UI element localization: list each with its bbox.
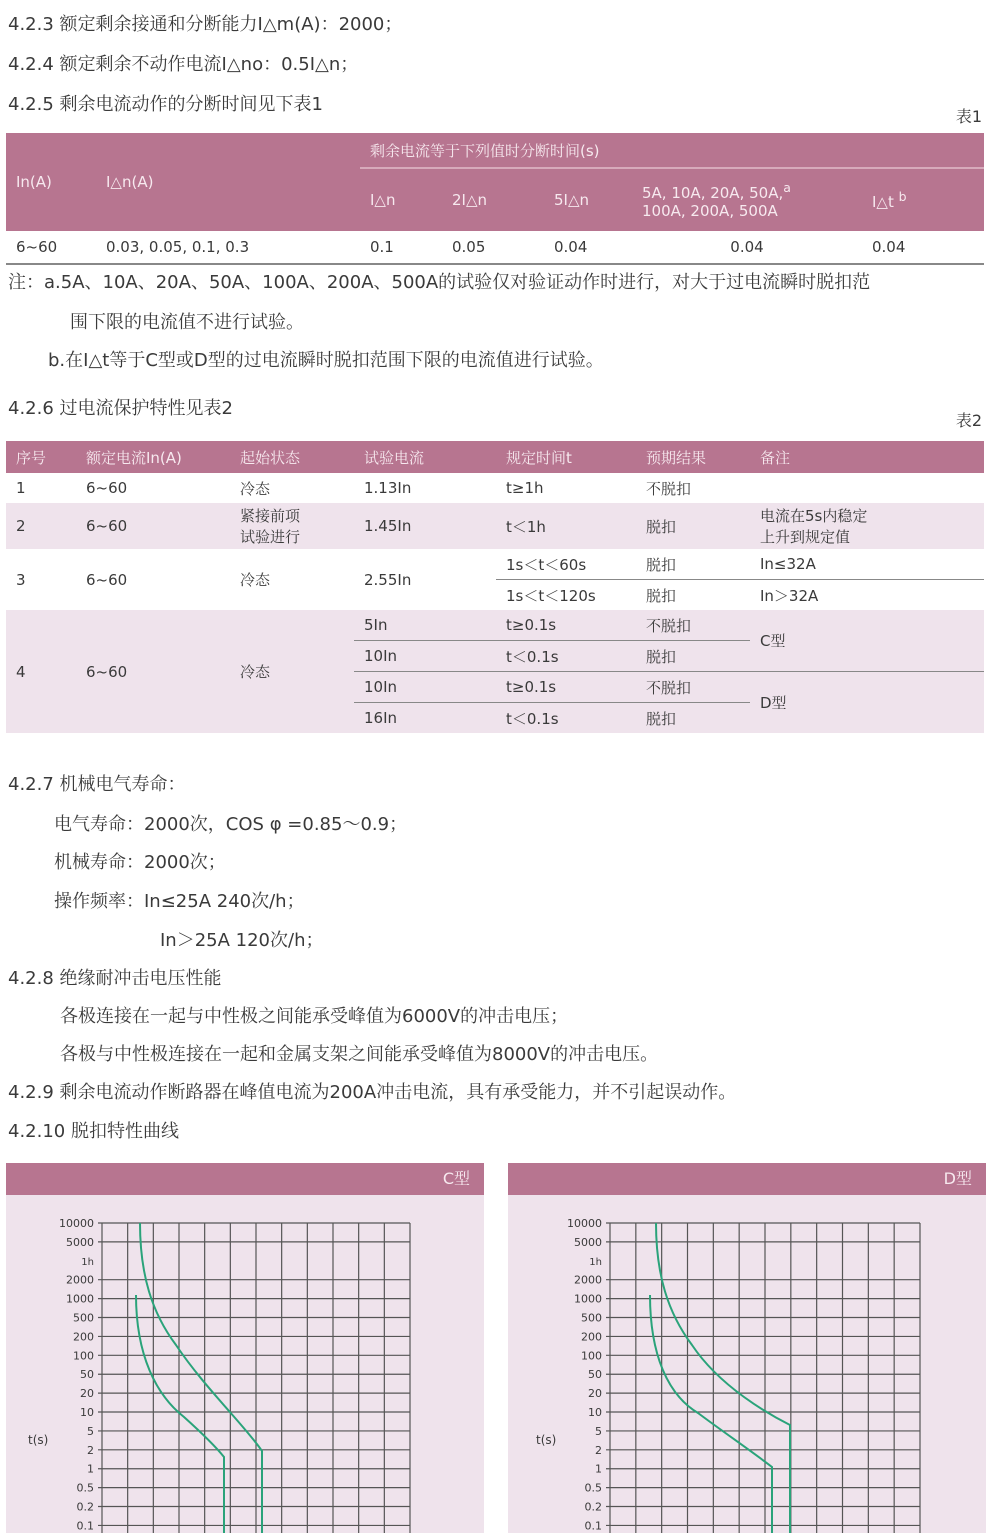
section-4-2-3: 4.2.3 额定剩余接通和分断能力I△m(A)：2000； bbox=[8, 14, 403, 35]
y-tick-label: 200 bbox=[73, 1330, 94, 1344]
t2-row-3a: 3 6~60 冷态 2.55In 1s＜t＜60s 脱扣 In≤32A bbox=[6, 549, 984, 580]
t1-h-idn: I△n(A) bbox=[106, 173, 154, 191]
y-tick-label: 10 bbox=[80, 1406, 94, 1420]
section-4-2-5: 4.2.5 剩余电流动作的分断时间见下表1 bbox=[8, 94, 323, 115]
y-tick-label: 0.2 bbox=[76, 1500, 94, 1514]
y-tick-label: 2 bbox=[595, 1443, 602, 1457]
c-type-chart-title: C型 bbox=[6, 1163, 484, 1195]
y-tick-label: 1 bbox=[595, 1462, 602, 1476]
note-a: 注：a.5A、10A、20A、50A、100A、200A、500A的试验仅对验证动作时进行，对大于过电流瞬时脱扣范 bbox=[8, 272, 871, 293]
impulse-voltage-a: 各极连接在一起与中性极之间能承受峰值为6000V的冲击电压； bbox=[60, 1006, 569, 1027]
t2-row-3b: 1s＜t＜120s 脱扣 In＞32A bbox=[506, 586, 819, 605]
y-tick-label: 100 bbox=[581, 1349, 602, 1363]
y-tick-label: 20 bbox=[588, 1387, 602, 1401]
d-ylabel: t(s) bbox=[536, 1433, 557, 1447]
section-4-2-10: 4.2.10 脱扣特性曲线 bbox=[8, 1121, 179, 1142]
t1-h-c5: I△t $^b$ bbox=[872, 189, 907, 211]
y-tick-label: 10 bbox=[588, 1406, 602, 1420]
y-tick-label: 5000 bbox=[66, 1235, 94, 1249]
y-tick-label: 2000 bbox=[66, 1273, 94, 1287]
y-tick-label: 0.1 bbox=[76, 1519, 94, 1533]
y-tick-label: 1000 bbox=[66, 1292, 94, 1306]
y-tick-label: 1h bbox=[81, 1256, 94, 1268]
y-tick-label: 10000 bbox=[567, 1217, 602, 1230]
table1-caption: 表1 bbox=[955, 107, 982, 126]
t2-row-4c: 10In t≥0.1s 不脱扣 D型 bbox=[6, 672, 984, 703]
y-tick-label: 0.1 bbox=[584, 1519, 602, 1533]
c-curve-upper bbox=[140, 1223, 262, 1533]
d-type-chart-svg bbox=[508, 1195, 986, 1533]
operating-frequency-2: In＞25A 120次/h； bbox=[160, 930, 324, 951]
section-4-2-7: 4.2.7 机械电气寿命： bbox=[8, 774, 186, 795]
electrical-life: 电气寿命：2000次，COS φ =0.85～0.9； bbox=[54, 814, 408, 835]
t1-h-c4: 5A, 10A, 20A, 50A,$^a$ 100A, 200A, 500A bbox=[642, 180, 791, 220]
table2-caption: 表2 bbox=[955, 411, 982, 430]
t1-h-c1: I△n bbox=[370, 191, 396, 209]
c-type-chart bbox=[6, 1163, 484, 1533]
mechanical-life: 机械寿命：2000次； bbox=[54, 852, 226, 873]
y-tick-label: 500 bbox=[581, 1311, 602, 1325]
t1-h-group: 剩余电流等于下列值时分断时间(s) bbox=[360, 133, 984, 168]
operating-frequency-1: 操作频率：In≤25A 240次/h； bbox=[54, 891, 305, 912]
t2-row-4b: 10In t＜0.1s 脱扣 bbox=[6, 641, 984, 672]
c-curve-lower bbox=[136, 1295, 224, 1533]
y-tick-label: 1000 bbox=[574, 1292, 602, 1306]
table1 bbox=[6, 133, 984, 265]
y-tick-label: 100 bbox=[73, 1349, 94, 1363]
t1-row: 6~60 0.03, 0.05, 0.1, 0.3 0.1 0.05 0.04 0.04 0.04 bbox=[6, 231, 984, 264]
t1-h-c2: 2I△n bbox=[452, 191, 488, 209]
y-tick-label: 5 bbox=[595, 1424, 602, 1438]
note-a-cont: 围下限的电流值不进行试验。 bbox=[70, 312, 304, 333]
y-tick-label: 500 bbox=[73, 1311, 94, 1325]
t2-row-4d: 16In t＜0.1s 脱扣 bbox=[6, 703, 984, 734]
y-tick-label: 50 bbox=[588, 1368, 602, 1382]
section-4-2-8: 4.2.8 绝缘耐冲击电压性能 bbox=[8, 968, 222, 989]
c-type-chart-svg bbox=[6, 1195, 484, 1533]
y-tick-label: 1h bbox=[589, 1256, 602, 1268]
d-type-chart bbox=[508, 1163, 986, 1533]
d-curve-lower bbox=[650, 1295, 772, 1533]
section-4-2-9: 4.2.9 剩余电流动作断路器在峰值电流为200A冲击电流，具有承受能力，并不引起误动作。 bbox=[8, 1082, 737, 1103]
y-tick-label: 0.5 bbox=[76, 1481, 94, 1495]
y-tick-label: 2000 bbox=[574, 1273, 602, 1287]
y-tick-label: 0.5 bbox=[584, 1481, 602, 1495]
y-tick-label: 10000 bbox=[59, 1217, 94, 1230]
y-tick-label: 5 bbox=[87, 1424, 94, 1438]
note-b: b.在I△t等于C型或D型的过电流瞬时脱扣范围下限的电流值进行试验。 bbox=[48, 350, 604, 371]
t1-h-in: In(A) bbox=[16, 173, 52, 191]
y-tick-label: 5000 bbox=[574, 1235, 602, 1249]
impulse-voltage-b: 各极与中性极连接在一起和金属支架之间能承受峰值为8000V的冲击电压。 bbox=[60, 1044, 659, 1065]
y-tick-label: 1 bbox=[87, 1462, 94, 1476]
y-tick-label: 50 bbox=[80, 1368, 94, 1382]
t2-row-4a: 4 6~60 冷态 5In t≥0.1s 不脱扣 C型 bbox=[6, 610, 984, 641]
y-tick-label: 2 bbox=[87, 1443, 94, 1457]
t2-row-1: 1 6~60 冷态 1.13In t≥1h 不脱扣 bbox=[16, 479, 692, 498]
section-4-2-6: 4.2.6 过电流保护特性见表2 bbox=[8, 398, 233, 419]
y-tick-label: 200 bbox=[581, 1330, 602, 1344]
d-type-chart-title: D型 bbox=[508, 1163, 986, 1195]
section-4-2-4: 4.2.4 额定剩余不动作电流I△no：0.5I△n； bbox=[8, 54, 359, 75]
d-curve-upper bbox=[656, 1223, 790, 1533]
t2-row-2: 2 6~60 紧接前项 试验进行 1.45In t＜1h 脱扣 电流在5s内稳定 上升到规定值 bbox=[6, 503, 984, 549]
y-tick-label: 0.2 bbox=[584, 1500, 602, 1514]
c-ylabel: t(s) bbox=[28, 1433, 49, 1447]
table2: 序号 额定电流In(A) 起始状态 试验电流 规定时间t 预期结果 备注 1 6~60 冷态 1.13In t≥1h 不脱扣 2 6~60 紧接前项 试验进行 1.45In t＜1h 脱扣 电流在5s内稳定 上升到规定值 3 6~60 冷态 2.55In 1s＜t＜60s 脱扣 In≤32A 1s＜t＜120s 脱扣 In＞32A 4 6~60 冷态 5In t≥0.1s 不脱扣 C型 10In t＜0.1s 脱扣 10In t≥0.1s 不脱扣 D型 16In t＜0.1s 脱扣 bbox=[6, 441, 984, 733]
t1-h-c3: 5I△n bbox=[554, 191, 590, 209]
y-tick-label: 20 bbox=[80, 1387, 94, 1401]
